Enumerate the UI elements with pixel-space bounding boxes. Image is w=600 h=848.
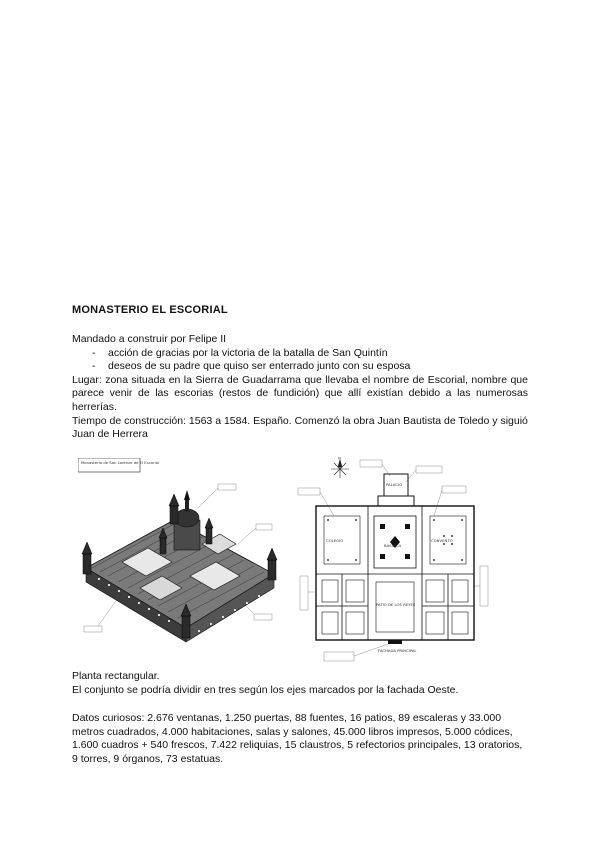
caption-line: Planta rectangular. — [72, 670, 160, 682]
figures-row — [72, 456, 528, 664]
list-item: - deseos de su padre que quiso ser enterrado junto con su esposa — [72, 360, 528, 374]
monastery-floor-plan — [294, 456, 524, 664]
basilica-label: BASILICA — [384, 543, 402, 548]
tiempo-paragraph: Tiempo de construcción: 1563 a 1584. Españo. Comenzó la obra Juan Bautista de Toledo y siguió Juan de Herrera — [72, 414, 528, 441]
compass-rose-icon — [331, 460, 349, 478]
monastery-isometric-illustration — [78, 458, 278, 654]
fachada-label: FACHADA PRINCIPAL — [378, 648, 417, 653]
bullet-list — [72, 347, 528, 374]
datos-curiosos-paragraph: Datos curiosos: 2.676 ventanas, 1.250 puertas, 88 fuentes, 16 patios, 89 escaleras y 33.000 metros cuadrados, 4.000 habitaciones, salas y salones, 45.000 libros impresos, 5.000 códices, 1.600 cuadros + 540 frescos, 7.422 reliquias, 15 claustros, 5 refectorios principales, 13 oratorios, 9 torres, 9 órganos, 73 estatuas. — [72, 712, 523, 765]
compass-north-label: N — [338, 456, 341, 461]
illustration-label: Monasterio de San Lorenzo de El Escorial — [81, 460, 160, 465]
caption-line: El conjunto se podría dividir en tres según los ejes marcados por la fachada Oeste. — [72, 683, 459, 696]
colegio-label: COLEGIO — [326, 538, 344, 543]
convento-label: CONVENTO — [431, 538, 453, 543]
lugar-paragraph: Lugar: zona situada en la Sierra de Guadarrama que llevaba el nombre de Escorial, nombre que parece venir de las escorias (restos de fundición) que allí existían debido a las numerosas herrerías. — [72, 373, 528, 413]
patio-reyes-label: PATIO DE LOS REYES — [376, 602, 416, 607]
intro-section — [72, 333, 528, 442]
page-title: MONASTERIO EL ESCORIAL — [72, 304, 228, 316]
intro-line: Mandado a construir por Felipe II — [72, 333, 227, 345]
list-item: - acción de gracias por la victoria de la batalla de San Quintín — [72, 347, 528, 361]
palacio-label: PALACIO — [386, 482, 403, 487]
plan-description — [72, 670, 528, 697]
